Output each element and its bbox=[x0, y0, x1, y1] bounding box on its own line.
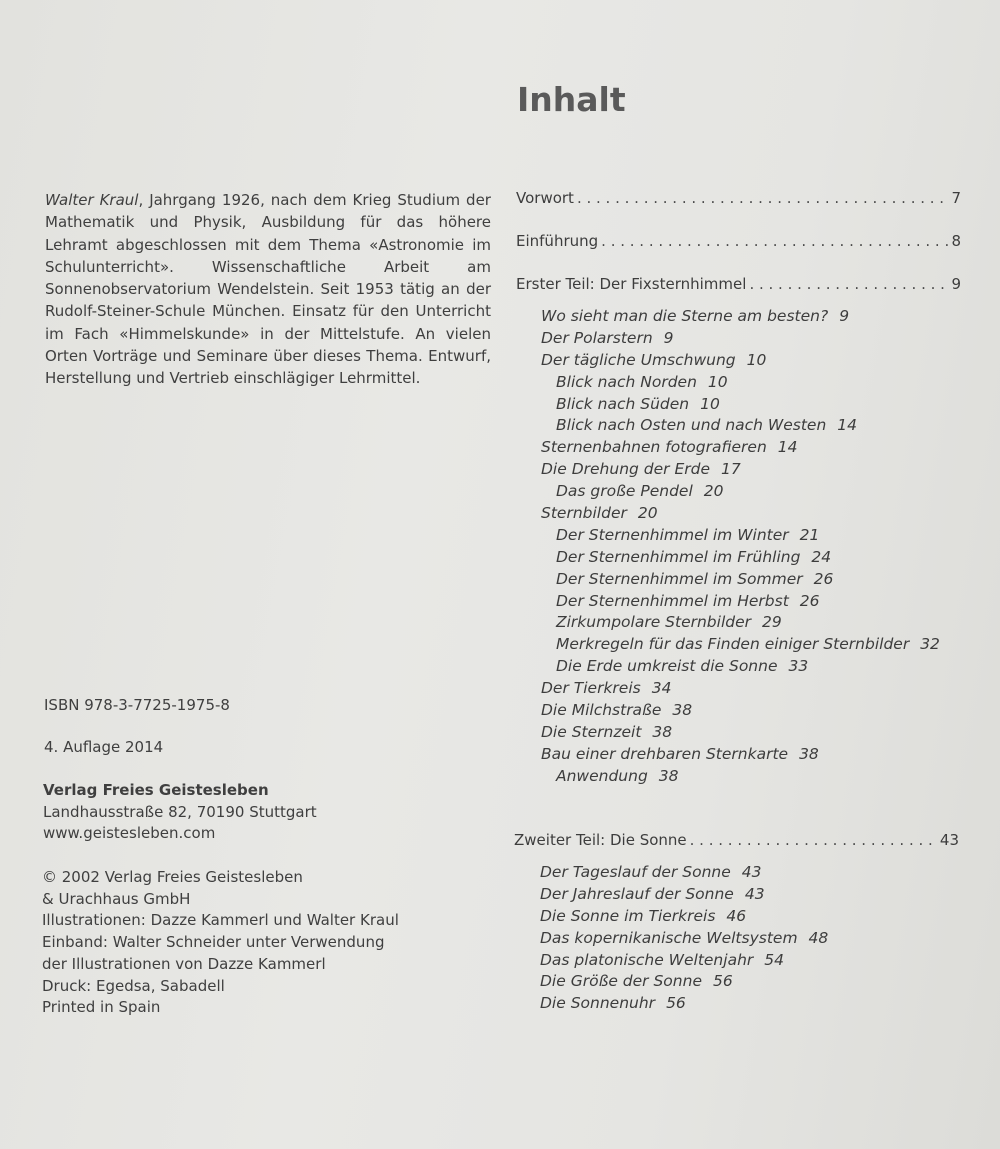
toc-entry-label: Vorwort bbox=[516, 189, 574, 207]
credit-line: Printed in Spain bbox=[42, 998, 161, 1017]
toc-entry-label: Das platonische Weltenjahr bbox=[540, 950, 754, 969]
toc-entry-label: Der Sternenhimmel im Frühling bbox=[556, 547, 801, 566]
toc-page-number: 9 bbox=[951, 275, 961, 293]
toc-entry-label: Blick nach Norden bbox=[556, 372, 697, 391]
toc-entry bbox=[516, 569, 940, 591]
toc-page-number: 38 bbox=[652, 722, 673, 741]
publisher-address: Landhausstraße 82, 70190 Stuttgart bbox=[43, 802, 317, 821]
toc-entry-label: Bau einer drehbaren Sternkarte bbox=[541, 744, 789, 763]
toc-entry bbox=[516, 700, 940, 722]
publisher-block bbox=[43, 780, 317, 845]
toc-page-number: 43 bbox=[744, 884, 765, 903]
toc-entry bbox=[516, 678, 940, 700]
toc-entry bbox=[516, 612, 940, 634]
toc-entry bbox=[516, 862, 828, 884]
toc-entry-label: Die Sonne im Tierkreis bbox=[540, 906, 716, 925]
toc-page-number: 38 bbox=[672, 701, 693, 720]
toc-entry-label: Die Sonnenuhr bbox=[540, 994, 656, 1013]
toc-page-number: 48 bbox=[808, 928, 829, 947]
toc-entry bbox=[516, 306, 940, 328]
toc-page-number: 56 bbox=[666, 994, 686, 1013]
credit-line: Illustrationen: Dazze Kammerl und Walter Kraul bbox=[42, 911, 399, 930]
toc-page-number: 20 bbox=[703, 482, 724, 501]
isbn: ISBN 978-3-7725-1975-8 bbox=[44, 696, 230, 714]
credit-line: der Illustrationen von Dazze Kammerl bbox=[42, 954, 326, 973]
toc-entry-label: Einführung bbox=[516, 232, 599, 250]
toc-entry bbox=[516, 415, 940, 437]
toc-entry bbox=[516, 906, 828, 928]
credit-line: Druck: Egedsa, Sabadell bbox=[42, 976, 225, 995]
toc-entry-label: Zirkumpolare Sternbilder bbox=[556, 613, 752, 632]
toc-entry-vorwort bbox=[516, 189, 961, 207]
toc-page-number: 17 bbox=[721, 460, 741, 479]
dot-leader bbox=[749, 275, 948, 293]
toc-entry-label: Die Drehung der Erde bbox=[541, 460, 711, 479]
toc-entry-label: Blick nach Osten und nach Westen bbox=[556, 416, 827, 435]
toc-entry-label: Die Erde umkreist die Sonne bbox=[556, 657, 778, 676]
toc-page-number: 43 bbox=[741, 863, 762, 881]
toc-part-label: Zweiter Teil: Die Sonne bbox=[514, 831, 687, 849]
toc-page-number: 9 bbox=[839, 307, 850, 325]
credits-block bbox=[42, 867, 399, 1019]
toc-page-number: 46 bbox=[726, 906, 747, 925]
toc-entry bbox=[516, 547, 940, 569]
toc-entry bbox=[516, 350, 940, 372]
toc-entry bbox=[516, 591, 940, 613]
author-bio bbox=[45, 189, 491, 390]
page-title: Inhalt bbox=[517, 80, 626, 119]
toc-entry bbox=[516, 437, 940, 459]
toc-entry bbox=[516, 993, 828, 1015]
toc-entry bbox=[516, 372, 940, 394]
toc-entry bbox=[516, 766, 940, 788]
toc-page-number: 56 bbox=[712, 972, 733, 991]
toc-entry-label: Der Tageslauf der Sonne bbox=[540, 863, 731, 881]
toc-page-number: 33 bbox=[788, 657, 809, 676]
toc-entry-label: Der Sternenhimmel im Herbst bbox=[556, 591, 789, 610]
toc-page-number: 24 bbox=[811, 547, 832, 566]
toc-page-number: 34 bbox=[651, 679, 672, 698]
toc-part-1 bbox=[516, 275, 961, 293]
toc-entry-label: Sternbilder bbox=[541, 504, 627, 523]
toc-page-number: 7 bbox=[951, 189, 961, 207]
toc-entry-label: Das kopernikanische Weltsystem bbox=[540, 928, 798, 947]
toc-entry-label: Anwendung bbox=[556, 766, 648, 785]
toc-page-number: 26 bbox=[799, 591, 820, 610]
toc-entry bbox=[516, 525, 940, 547]
dot-leader bbox=[690, 831, 937, 849]
toc-page-number: 38 bbox=[799, 744, 819, 763]
toc-entry-label: Der Tierkreis bbox=[541, 679, 641, 698]
toc-entry bbox=[516, 884, 828, 906]
toc-page-number: 21 bbox=[799, 525, 820, 544]
toc-part-2 bbox=[514, 831, 959, 849]
credit-line: & Urachhaus GmbH bbox=[42, 889, 191, 908]
toc-page-number: 54 bbox=[764, 950, 784, 969]
toc-entry-label: Der Sternenhimmel im Sommer bbox=[556, 569, 803, 588]
toc-entry bbox=[516, 744, 940, 766]
toc-entry bbox=[516, 656, 940, 678]
toc-page-number: 14 bbox=[777, 438, 798, 457]
publisher-website: www.geistesleben.com bbox=[43, 824, 216, 843]
toc-page-number: 29 bbox=[762, 613, 782, 632]
toc-page-number: 9 bbox=[663, 328, 674, 347]
toc-entry bbox=[516, 459, 940, 481]
toc-page-number: 10 bbox=[700, 394, 720, 413]
toc-entry-label: Merkregeln für das Finden einiger Sternbilder bbox=[556, 635, 910, 654]
edition: 4. Auflage 2014 bbox=[44, 738, 164, 756]
toc-entry-label: Blick nach Süden bbox=[556, 394, 690, 413]
toc-page-number: 32 bbox=[920, 635, 940, 654]
toc-entry-label: Die Sternzeit bbox=[541, 722, 642, 741]
toc-entry bbox=[516, 971, 828, 993]
toc-entry-label: Die Milchstraße bbox=[541, 701, 662, 720]
credit-line: © 2002 Verlag Freies Geistesleben bbox=[42, 868, 303, 886]
toc-entry-label: Wo sieht man die Sterne am besten? bbox=[541, 307, 829, 325]
publisher-name: Verlag Freies Geistesleben bbox=[43, 781, 269, 799]
toc-entry-label: Der tägliche Umschwung bbox=[541, 350, 736, 369]
author-name: Walter Kraul bbox=[45, 191, 139, 209]
toc-entry bbox=[516, 481, 940, 503]
toc-entry bbox=[516, 722, 940, 744]
toc-page-number: 38 bbox=[658, 766, 679, 785]
toc-page-number: 26 bbox=[813, 569, 834, 588]
toc-page-number: 10 bbox=[707, 372, 728, 391]
dot-leader bbox=[601, 232, 948, 250]
toc-part-1-entries bbox=[516, 306, 940, 788]
toc-entry-label: Sternenbahnen fotografieren bbox=[541, 438, 767, 457]
toc-page-number: 43 bbox=[939, 831, 959, 849]
toc-page-number: 20 bbox=[637, 504, 658, 523]
toc-entry bbox=[516, 634, 940, 656]
toc-entry bbox=[516, 950, 828, 972]
toc-page-number: 10 bbox=[746, 350, 767, 369]
toc-entry bbox=[516, 328, 940, 350]
dot-leader bbox=[577, 189, 949, 207]
toc-page-number: 8 bbox=[951, 232, 961, 250]
toc-entry bbox=[516, 503, 940, 525]
toc-part-label: Erster Teil: Der Fixsternhimmel bbox=[516, 275, 747, 293]
toc-entry-label: Der Jahreslauf der Sonne bbox=[540, 884, 734, 903]
toc-page-number: 14 bbox=[837, 416, 858, 435]
author-bio-text: , Jahrgang 1926, nach dem Krieg Studium der Mathematik und Physik, Ausbildung für das höhere Lehramt abgeschlossen mit dem Thema «Astronomie im Schulunterricht». Wissenschaftliche Arbeit am Sonnenobservatorium Wendelstein. Seit 1953 tätig an der Rudolf-Steiner-Schule München. Einsatz für den Unterricht im Fach «Himmelskunde» in der Mittelstufe. An vielen Orten Vorträge und Seminare über dieses Thema. Entwurf, Herstellung und Vertrieb einschlägiger Lehrmittel. bbox=[45, 191, 491, 388]
toc-entry-label: Das große Pendel bbox=[556, 482, 693, 501]
toc-entry-label: Der Sternenhimmel im Winter bbox=[556, 525, 789, 544]
toc-entry bbox=[516, 394, 940, 416]
credit-line: Einband: Walter Schneider unter Verwendung bbox=[42, 933, 385, 952]
toc-entry-label: Die Größe der Sonne bbox=[540, 972, 702, 991]
toc-entry bbox=[516, 928, 828, 950]
toc-entry-label: Der Polarstern bbox=[541, 328, 653, 347]
toc-part-2-entries bbox=[516, 862, 828, 1015]
toc-entry-einfuehrung bbox=[516, 232, 961, 250]
